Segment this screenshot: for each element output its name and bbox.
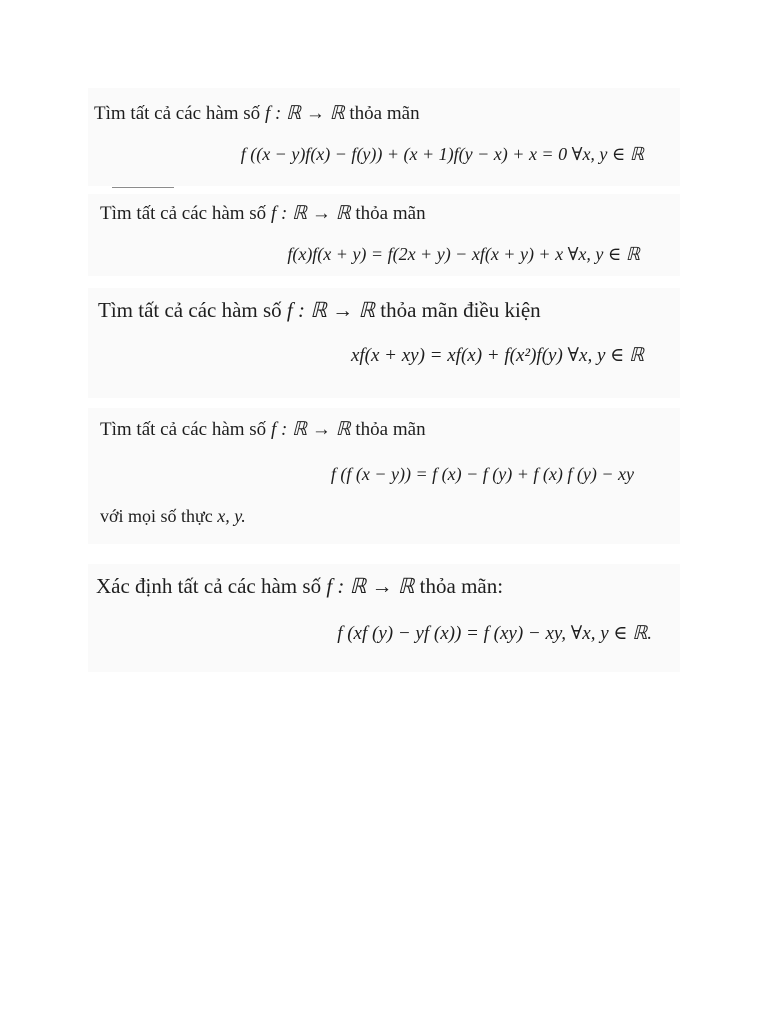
problem-4 (88, 408, 680, 544)
problem-3-statement (98, 298, 541, 323)
problem-1-statement (94, 102, 420, 125)
problem-5-tail: thỏa mãn: (419, 574, 504, 598)
problem-5-map: f : ℝ → ℝ (326, 574, 415, 598)
problem-4-map: f : ℝ → ℝ (270, 419, 351, 440)
problem-3-map: f : ℝ → ℝ (286, 298, 376, 322)
problem-3 (88, 288, 680, 398)
problem-1-map: f : ℝ → ℝ (264, 103, 345, 124)
problem-5 (88, 564, 680, 672)
problem-4-tail: thỏa mãn (355, 419, 426, 440)
problem-4-footer-text: với mọi số thực (100, 506, 213, 526)
problem-4-footer (100, 506, 246, 527)
problem-3-formula: xf(x + xy) = xf(x) + f(x²)f(y) ∀x, y ∈ ℝ (350, 345, 644, 366)
problem-1-tail: thỏa mãn (349, 103, 420, 124)
problem-1-formula: f ((x − y)f(x) − f(y)) + (x + 1)f(y − x) + x = 0 ∀x, y ∈ ℝ (240, 144, 644, 164)
problem-3-intro: Tìm tất cả các hàm số (98, 298, 282, 322)
problem-2 (88, 194, 680, 276)
problem-4-statement (100, 418, 426, 441)
problem-5-statement (96, 574, 503, 599)
problem-2-map: f : ℝ → ℝ (270, 203, 351, 224)
problem-1-intro: Tìm tất cả các hàm số (94, 103, 261, 124)
problem-2-statement (100, 202, 426, 225)
problem-2-intro: Tìm tất cả các hàm số (100, 203, 267, 224)
problem-2-formula: f(x)f(x + y) = f(2x + y) − xf(x + y) + x ∀x, y ∈ ℝ (287, 244, 640, 264)
problem-2-tail: thỏa mãn (355, 203, 426, 224)
problem-4-intro: Tìm tất cả các hàm số (100, 419, 267, 440)
problem-5-intro: Xác định tất cả các hàm số (96, 574, 322, 598)
problem-3-tail: thỏa mãn điều kiện (380, 298, 541, 322)
problem-4-formula: f (f (x − y)) = f (x) − f (y) + f (x) f (y) − xy (330, 464, 634, 484)
problem-4-footer-math: x, y. (217, 506, 246, 526)
problem-1 (88, 88, 680, 186)
separator-line (112, 187, 174, 188)
problem-5-formula: f (xf (y) − yf (x)) = f (xy) − xy, ∀x, y ∈ ℝ. (337, 623, 652, 644)
